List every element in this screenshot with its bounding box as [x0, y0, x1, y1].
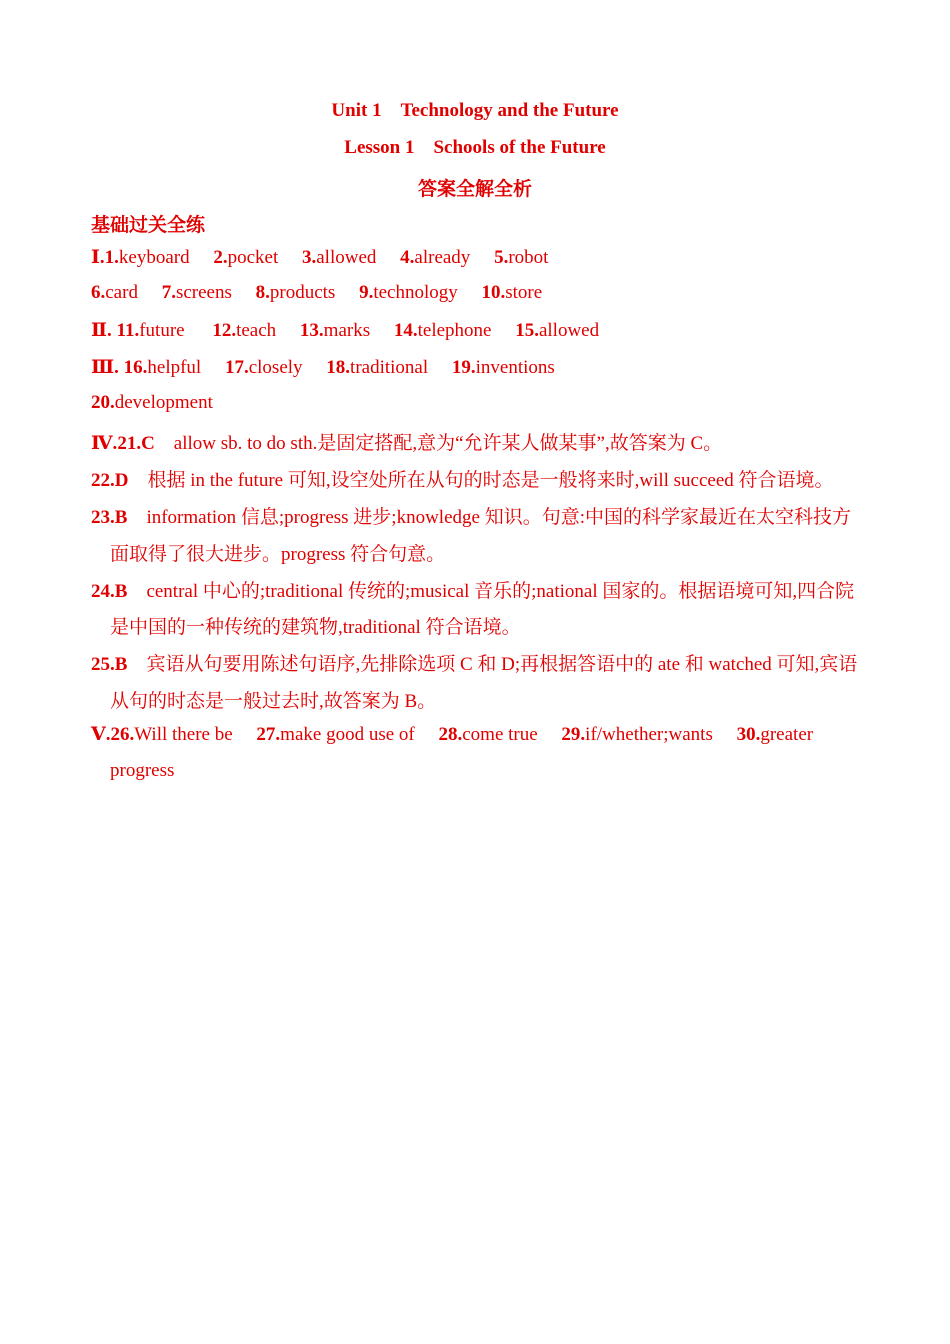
answer-text: marks	[323, 320, 371, 341]
answer-text: teach	[236, 320, 277, 341]
answer-number: 8.	[255, 282, 270, 303]
part4-item-25	[91, 649, 861, 676]
answer-text: come true	[462, 724, 538, 745]
answer-number: 30.	[736, 724, 761, 745]
part3-line2	[91, 392, 861, 414]
answer-number: 29.	[561, 724, 586, 745]
answer-text: pocket	[227, 247, 279, 268]
part3-roman: Ⅲ.	[91, 357, 124, 378]
answer-number: 9.	[359, 282, 374, 303]
part4-item-23	[91, 502, 861, 529]
explanation-text: information 信息;progress 进步;knowledge 知识。句意:中国的科学家最近在太空科技方	[146, 507, 851, 528]
answer-text: telephone	[417, 320, 492, 341]
explanation-text: allow sb. to do sth.是固定搭配,意为“允许某人做某事”,故答案为 C。	[173, 433, 723, 454]
answer-number: 16.	[123, 357, 148, 378]
answer-text: products	[269, 282, 336, 303]
section-title: 基础过关全练	[91, 215, 206, 236]
answer-number: 1.	[104, 247, 119, 268]
answer-text: traditional	[350, 357, 429, 378]
answer-number: 27.	[256, 724, 281, 745]
answer-text: card	[105, 282, 138, 303]
answer-text: make good use of	[280, 724, 415, 745]
answer-text: inventions	[475, 357, 555, 378]
answer-text: allowed	[538, 320, 600, 341]
answer-subtitle: 答案全解全析	[417, 179, 532, 200]
answer-text: technology	[373, 282, 458, 303]
answer-label: 23.B	[91, 507, 128, 528]
explanation-text: 根据 in the future 可知,设空处所在从句的时态是一般将来时,will succeed 符合语境。	[147, 470, 834, 491]
part4-roman: Ⅳ.	[91, 433, 118, 454]
answer-number: 26.	[110, 724, 135, 745]
part2-line	[91, 319, 861, 342]
answer-number: 14.	[393, 320, 418, 341]
answer-text: greater	[760, 724, 814, 745]
part4-item-22	[91, 465, 861, 492]
answer-number: 4.	[400, 247, 415, 268]
part1-line2	[91, 282, 861, 304]
answer-number: 17.	[224, 357, 249, 378]
part2-roman: Ⅱ.	[91, 320, 117, 341]
answer-label: 24.B	[91, 581, 128, 602]
answer-text: future	[139, 320, 185, 341]
explanation-text: central 中心的;traditional 传统的;musical 音乐的;national 国家的。根据语境可知,四合院	[146, 581, 855, 602]
answer-text: store	[505, 282, 543, 303]
part4-item-25-cont: 从句的时态是一般过去时,故答案为 B。	[110, 691, 437, 712]
answer-number: 10.	[481, 282, 506, 303]
answer-label: 25.B	[91, 654, 128, 675]
answer-number: 20.	[91, 392, 115, 413]
answer-number: 15.	[515, 320, 539, 341]
answer-text: helpful	[147, 357, 202, 378]
answer-text: closely	[248, 357, 303, 378]
answer-label: 21.C	[117, 433, 155, 454]
answer-text: already	[414, 247, 471, 268]
answer-number: 2.	[213, 247, 228, 268]
part5-roman: Ⅴ.	[91, 724, 111, 745]
answer-text: Will there be	[134, 724, 233, 745]
part3-line1	[91, 356, 861, 379]
part5-cont: progress	[110, 760, 175, 781]
answer-number: 28.	[438, 724, 463, 745]
answer-text: allowed	[316, 247, 377, 268]
answer-number: 3.	[302, 247, 317, 268]
part1-roman: Ⅰ.	[91, 247, 105, 268]
answer-label: 22.D	[91, 470, 129, 491]
answer-number: 11.	[116, 320, 140, 341]
answer-text: screens	[175, 282, 232, 303]
part4-item-24-cont: 是中国的一种传统的建筑物,traditional 符合语境。	[110, 617, 521, 638]
unit-title: Unit 1 Technology and the Future	[331, 100, 619, 121]
part4-item-24	[91, 576, 861, 603]
answer-text: development	[114, 392, 213, 413]
part4-item-23-cont: 面取得了很大进步。progress 符合句意。	[110, 544, 446, 565]
explanation-text: 宾语从句要用陈述句语序,先排除选项 C 和 D;再根据答语中的 ate 和 watched 可知,宾语	[146, 654, 858, 675]
answer-number: 7.	[161, 282, 176, 303]
answer-number: 12.	[212, 320, 237, 341]
answer-number: 6.	[91, 282, 106, 303]
lesson-title: Lesson 1 Schools of the Future	[344, 137, 606, 158]
part1-line1	[91, 246, 861, 269]
answer-number: 13.	[299, 320, 324, 341]
answer-text: robot	[508, 247, 549, 268]
part5-line	[91, 723, 861, 746]
answer-number: 19.	[451, 357, 476, 378]
answer-text: keyboard	[118, 247, 190, 268]
part4-item-21	[91, 428, 861, 455]
answer-text: if/whether;wants	[585, 724, 713, 745]
answer-number: 18.	[326, 357, 351, 378]
answer-number: 5.	[494, 247, 509, 268]
